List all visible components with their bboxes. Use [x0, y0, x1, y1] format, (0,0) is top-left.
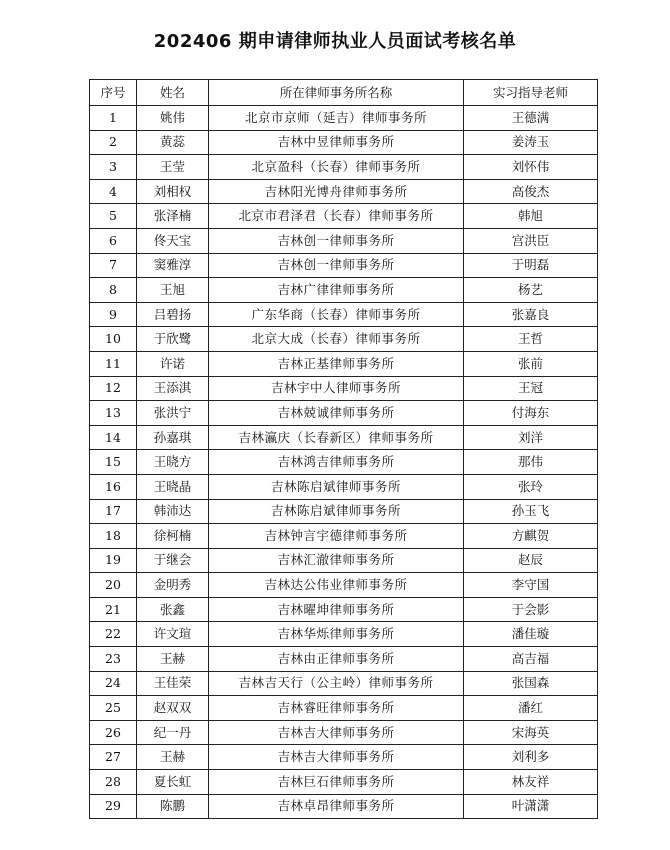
cell-serial-number: 2	[90, 130, 137, 155]
table-body	[90, 106, 598, 819]
cell-mentor: 李守国	[464, 573, 598, 598]
cell-law-firm: 吉林达公伟业律师事务所	[209, 573, 464, 598]
cell-serial-number: 14	[90, 425, 137, 450]
cell-serial-number: 27	[90, 745, 137, 770]
cell-mentor: 潘红	[464, 696, 598, 721]
cell-name: 黄蕊	[137, 130, 209, 155]
cell-serial-number: 6	[90, 228, 137, 253]
table-header	[90, 80, 598, 106]
table-row	[90, 228, 598, 253]
cell-mentor: 韩旭	[464, 204, 598, 229]
cell-mentor: 张国森	[464, 671, 598, 696]
table-row	[90, 597, 598, 622]
cell-name: 许诺	[137, 351, 209, 376]
table-row	[90, 720, 598, 745]
cell-name: 金明秀	[137, 573, 209, 598]
cell-law-firm: 吉林宇中人律师事务所	[209, 376, 464, 401]
cell-name: 姚伟	[137, 106, 209, 131]
cell-name: 张洪宁	[137, 401, 209, 426]
table-row	[90, 425, 598, 450]
table-row	[90, 130, 598, 155]
cell-name: 王赫	[137, 647, 209, 672]
cell-mentor: 杨艺	[464, 278, 598, 303]
cell-serial-number: 22	[90, 622, 137, 647]
table-row	[90, 548, 598, 573]
cell-mentor: 孙玉飞	[464, 499, 598, 524]
cell-name: 陈鹏	[137, 794, 209, 819]
cell-law-firm: 吉林鸿吉律师事务所	[209, 450, 464, 475]
table-row	[90, 474, 598, 499]
cell-mentor: 张前	[464, 351, 598, 376]
table-row	[90, 278, 598, 303]
table-row	[90, 179, 598, 204]
cell-serial-number: 1	[90, 106, 137, 131]
cell-name: 韩沛达	[137, 499, 209, 524]
table-row	[90, 794, 598, 819]
cell-law-firm: 吉林兢诚律师事务所	[209, 401, 464, 426]
cell-mentor: 刘利多	[464, 745, 598, 770]
cell-name: 吕碧扬	[137, 302, 209, 327]
cell-name: 刘相权	[137, 179, 209, 204]
cell-law-firm: 吉林汇澈律师事务所	[209, 548, 464, 573]
cell-mentor: 叶潇潇	[464, 794, 598, 819]
page-title: 202406 期申请律师执业人员面试考核名单	[153, 31, 517, 52]
cell-law-firm: 吉林吉天行（公主岭）律师事务所	[209, 671, 464, 696]
header-row	[90, 80, 598, 106]
cell-law-firm: 北京盈科（长春）律师事务所	[209, 155, 464, 180]
cell-serial-number: 7	[90, 253, 137, 278]
cell-mentor: 于明磊	[464, 253, 598, 278]
cell-serial-number: 12	[90, 376, 137, 401]
cell-serial-number: 24	[90, 671, 137, 696]
cell-serial-number: 16	[90, 474, 137, 499]
cell-name: 王莹	[137, 155, 209, 180]
cell-name: 张鑫	[137, 597, 209, 622]
cell-serial-number: 3	[90, 155, 137, 180]
cell-name: 王佳荣	[137, 671, 209, 696]
cell-serial-number: 4	[90, 179, 137, 204]
cell-law-firm: 吉林正基律师事务所	[209, 351, 464, 376]
cell-mentor: 刘怀伟	[464, 155, 598, 180]
cell-name: 徐柯楠	[137, 524, 209, 549]
cell-name: 王添淇	[137, 376, 209, 401]
cell-law-firm: 吉林创一律师事务所	[209, 253, 464, 278]
cell-mentor: 刘洋	[464, 425, 598, 450]
cell-law-firm: 吉林阳光博舟律师事务所	[209, 179, 464, 204]
cell-mentor: 方麒贺	[464, 524, 598, 549]
cell-law-firm: 吉林卓昂律师事务所	[209, 794, 464, 819]
cell-law-firm: 吉林睿旺律师事务所	[209, 696, 464, 721]
cell-mentor: 潘佳璇	[464, 622, 598, 647]
cell-mentor: 宋海英	[464, 720, 598, 745]
header-serial-number: 序号	[90, 80, 137, 106]
cell-serial-number: 9	[90, 302, 137, 327]
cell-law-firm: 吉林曜坤律师事务所	[209, 597, 464, 622]
cell-law-firm: 吉林创一律师事务所	[209, 228, 464, 253]
cell-name: 张泽楠	[137, 204, 209, 229]
cell-law-firm: 吉林中昱律师事务所	[209, 130, 464, 155]
table-row	[90, 671, 598, 696]
cell-name: 王晓方	[137, 450, 209, 475]
cell-mentor: 王哲	[464, 327, 598, 352]
cell-name: 孙嘉琪	[137, 425, 209, 450]
cell-law-firm: 北京市京师（延吉）律师事务所	[209, 106, 464, 131]
cell-law-firm: 吉林由正律师事务所	[209, 647, 464, 672]
header-law-firm: 所在律师事务所名称	[209, 80, 464, 106]
cell-law-firm: 吉林陈启斌律师事务所	[209, 499, 464, 524]
table-row	[90, 499, 598, 524]
cell-mentor: 姜涛玉	[464, 130, 598, 155]
table-row	[90, 204, 598, 229]
cell-name: 赵双双	[137, 696, 209, 721]
candidate-table	[89, 79, 598, 819]
cell-serial-number: 19	[90, 548, 137, 573]
table-row	[90, 302, 598, 327]
cell-mentor: 林友祥	[464, 770, 598, 795]
cell-law-firm: 吉林吉大律师事务所	[209, 745, 464, 770]
table-row	[90, 622, 598, 647]
cell-name: 纪一丹	[137, 720, 209, 745]
cell-law-firm: 吉林钟言宇德律师事务所	[209, 524, 464, 549]
cell-mentor: 王德满	[464, 106, 598, 131]
cell-mentor: 付海东	[464, 401, 598, 426]
cell-mentor: 王冠	[464, 376, 598, 401]
table-row	[90, 155, 598, 180]
table-row	[90, 376, 598, 401]
cell-serial-number: 21	[90, 597, 137, 622]
cell-serial-number: 8	[90, 278, 137, 303]
table-row	[90, 696, 598, 721]
cell-mentor: 于会影	[464, 597, 598, 622]
cell-name: 王晓晶	[137, 474, 209, 499]
table-row	[90, 351, 598, 376]
cell-serial-number: 23	[90, 647, 137, 672]
cell-law-firm: 北京大成（长春）律师事务所	[209, 327, 464, 352]
cell-name: 于继会	[137, 548, 209, 573]
cell-mentor: 高俊杰	[464, 179, 598, 204]
table-row	[90, 524, 598, 549]
table-row	[90, 106, 598, 131]
cell-law-firm: 吉林巨石律师事务所	[209, 770, 464, 795]
cell-serial-number: 13	[90, 401, 137, 426]
cell-name: 佟天宝	[137, 228, 209, 253]
cell-serial-number: 17	[90, 499, 137, 524]
cell-serial-number: 20	[90, 573, 137, 598]
header-mentor: 实习指导老师	[464, 80, 598, 106]
cell-mentor: 赵辰	[464, 548, 598, 573]
cell-name: 王旭	[137, 278, 209, 303]
table-row	[90, 573, 598, 598]
cell-serial-number: 15	[90, 450, 137, 475]
cell-law-firm: 北京市君泽君（长春）律师事务所	[209, 204, 464, 229]
cell-serial-number: 5	[90, 204, 137, 229]
cell-name: 于欣鹭	[137, 327, 209, 352]
cell-mentor: 那伟	[464, 450, 598, 475]
cell-law-firm: 吉林广律律师事务所	[209, 278, 464, 303]
cell-serial-number: 26	[90, 720, 137, 745]
cell-name: 王赫	[137, 745, 209, 770]
cell-serial-number: 25	[90, 696, 137, 721]
cell-serial-number: 18	[90, 524, 137, 549]
header-name: 姓名	[137, 80, 209, 106]
cell-law-firm: 吉林华烁律师事务所	[209, 622, 464, 647]
cell-law-firm: 广东华商（长春）律师事务所	[209, 302, 464, 327]
cell-mentor: 宫洪臣	[464, 228, 598, 253]
cell-name: 窦雅淳	[137, 253, 209, 278]
table-row	[90, 401, 598, 426]
cell-mentor: 高吉福	[464, 647, 598, 672]
cell-law-firm: 吉林瀛庆（长春新区）律师事务所	[209, 425, 464, 450]
table-row	[90, 327, 598, 352]
cell-serial-number: 10	[90, 327, 137, 352]
cell-name: 许文瑄	[137, 622, 209, 647]
cell-mentor: 张玲	[464, 474, 598, 499]
cell-law-firm: 吉林吉大律师事务所	[209, 720, 464, 745]
cell-law-firm: 吉林陈启斌律师事务所	[209, 474, 464, 499]
table-row	[90, 450, 598, 475]
cell-mentor: 张嘉良	[464, 302, 598, 327]
table-row	[90, 770, 598, 795]
table-row	[90, 745, 598, 770]
table-row	[90, 647, 598, 672]
cell-serial-number: 11	[90, 351, 137, 376]
table-row	[90, 253, 598, 278]
cell-serial-number: 28	[90, 770, 137, 795]
cell-serial-number: 29	[90, 794, 137, 819]
cell-name: 夏长虹	[137, 770, 209, 795]
